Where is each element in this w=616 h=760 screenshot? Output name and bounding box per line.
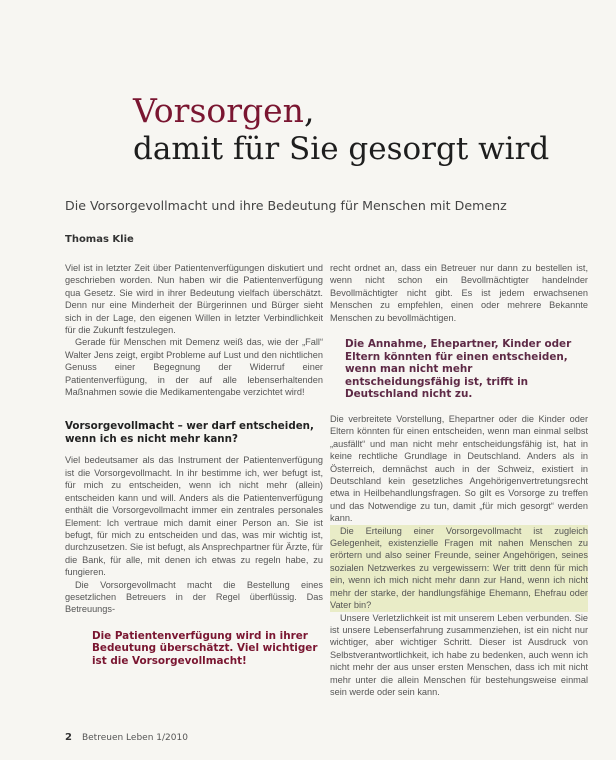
section-heading: Vorsorgevollmacht – wer darf entscheiden, wenn ich es nicht mehr kann? [65,420,314,446]
page-footer [65,732,188,743]
title-comma: , [303,91,315,130]
pull-quote-left: Die Patientenverfügung wird in ihrer Bedeutung überschätzt. Viel wichtiger ist die Vorsorgevollmacht! [92,629,318,667]
author-name: Thomas Klie [65,234,134,245]
title-line-2: damit für Sie gesorgt wird [133,131,550,167]
right-column [330,262,588,698]
body-paragraph-6: Die verbreitete Vorstellung, Ehepartner oder die Kinder oder Eltern könnten für einen entscheiden, wenn man einmal selbst „ausfällt“ und man nicht mehr entscheidungsfähig ist, hat in keine rechtliche Grundlage in Deutschland. Anders als in Österreich, demnächst auch in der Schweiz, existiert in Deutschland kein gesetzliches Angehörigenvertretungsrecht etwa in Heilbehandlungsfragen. So gilt es Vorsorge zu treffen und das Notwendige zu tun, damit „für mich gesorgt“ werden kann. [330,414,588,524]
left-column [65,262,323,680]
body-paragraph-4: Die Vorsorgevollmacht macht die Bestellung eines gesetzlichen Betreuers in der Regel überflüssig. Das Betreuungs- [65,579,323,615]
page-number: 2 [65,732,72,743]
intro-paragraph-2: Gerade für Menschen mit Demenz weiß das, wie der „Fall“ Walter Jens zeigt, ergibt Probleme auf Lust und den nichtlichen Genuss einer Begegnung der Widerruf einer Patientenverfügung, in der auf alle lebenserhaltenden Maßnahmen sowie die Medikamentengabe verzichtet wird! [65,337,323,398]
intro-paragraph-1: Viel ist in letzter Zeit über Patientenverfügungen diskutiert und geschrieben worden. Nun haben wir die Patientenverfügung qua Gesetz. Sie wird in ihrer Bedeutung vielfach überschätzt. Denn nur eine Minderheit der Bürgerinnen und Bürger sieht sich in der Lage, den eigenen Willen in letzter Verbindlichkeit für die Zukunft festzulegen. [65,263,323,336]
article-subtitle: Die Vorsorgevollmacht und ihre Bedeutung für Menschen mit Demenz [65,198,507,213]
body-paragraph-8: Unsere Verletzlichkeit ist mit unserem Leben verbunden. Sie ist unsere Lebenserfahrung zusammenziehen, ist ein nicht nur wichtiger, aber wichtiger Schritt. Dieser ist Ausdruck von Selbstverantwortlichkeit, ich habe zu bedenken, auch wenn ich nicht mehr der aus unser ersten Menschen, dass ich mit nicht mehr unter die allein Menschen für bestehungsweise einmal sein werde oder sein kann. [330,612,588,697]
body-paragraph-5: recht ordnet an, dass ein Betreuer nur dann zu bestellen ist, wenn nicht schon ein Bevollmächtigter handelnder Bevollmächtigter nicht gibt. Es ist jedem erwachsenen Menschen zu empfehlen, einen oder mehrere Bekannte Menschen zu bevollmächtigen. [330,263,588,323]
publication-name: Betreuen Leben 1/2010 [81,733,188,743]
pull-quote-right: Die Annahme, Ehepartner, Kinder oder Eltern könnten für einen entscheiden, wenn man nicht mehr entscheidungsfähig ist, trifft in Deutschland nicht zu. [345,338,572,401]
title-line-1 [133,92,593,130]
article-title [133,92,593,168]
title-accent-word: Vorsorgen [133,91,304,130]
body-paragraph-7: Die Erteilung einer Vorsorgevollmacht ist zugleich Gelegenheit, existenzielle Fragen mit nahen Menschen zu erörtern und also seiner Freunde, seiner Angehörigen, seines sozialen Netzwerkes zu vergewissern: Wer tritt denn für mich ein, wenn ich mich nicht mehr dann zur Hand, wenn ich nicht mehr der starke, der handlungsfähige Ehemann, Ehefrau oder Vater bin? [330,525,588,611]
body-paragraph-3: Viel bedeutsamer als das Instrument der Patientenverfügung ist die Vorsorgevollmacht. In ihr bestimme ich, wer befugt ist, für mich zu entscheiden, wenn ich nicht mehr (allein) entscheiden kann und will. Anders als die Patientenverfügung enthält die Vorsorgevollmacht immer ein zentrales personales Element: Ich vertraue mich damit einer Person an. Sie ist befugt, für mich zu entscheiden und das, was mir wichtig ist, durchzusetzen. Sie ist befugt, als Ansprechpartner für Ärzte, für die Bank, für alle, mit denen ich etwas zu regeln habe, zu fungieren. [65,455,323,578]
